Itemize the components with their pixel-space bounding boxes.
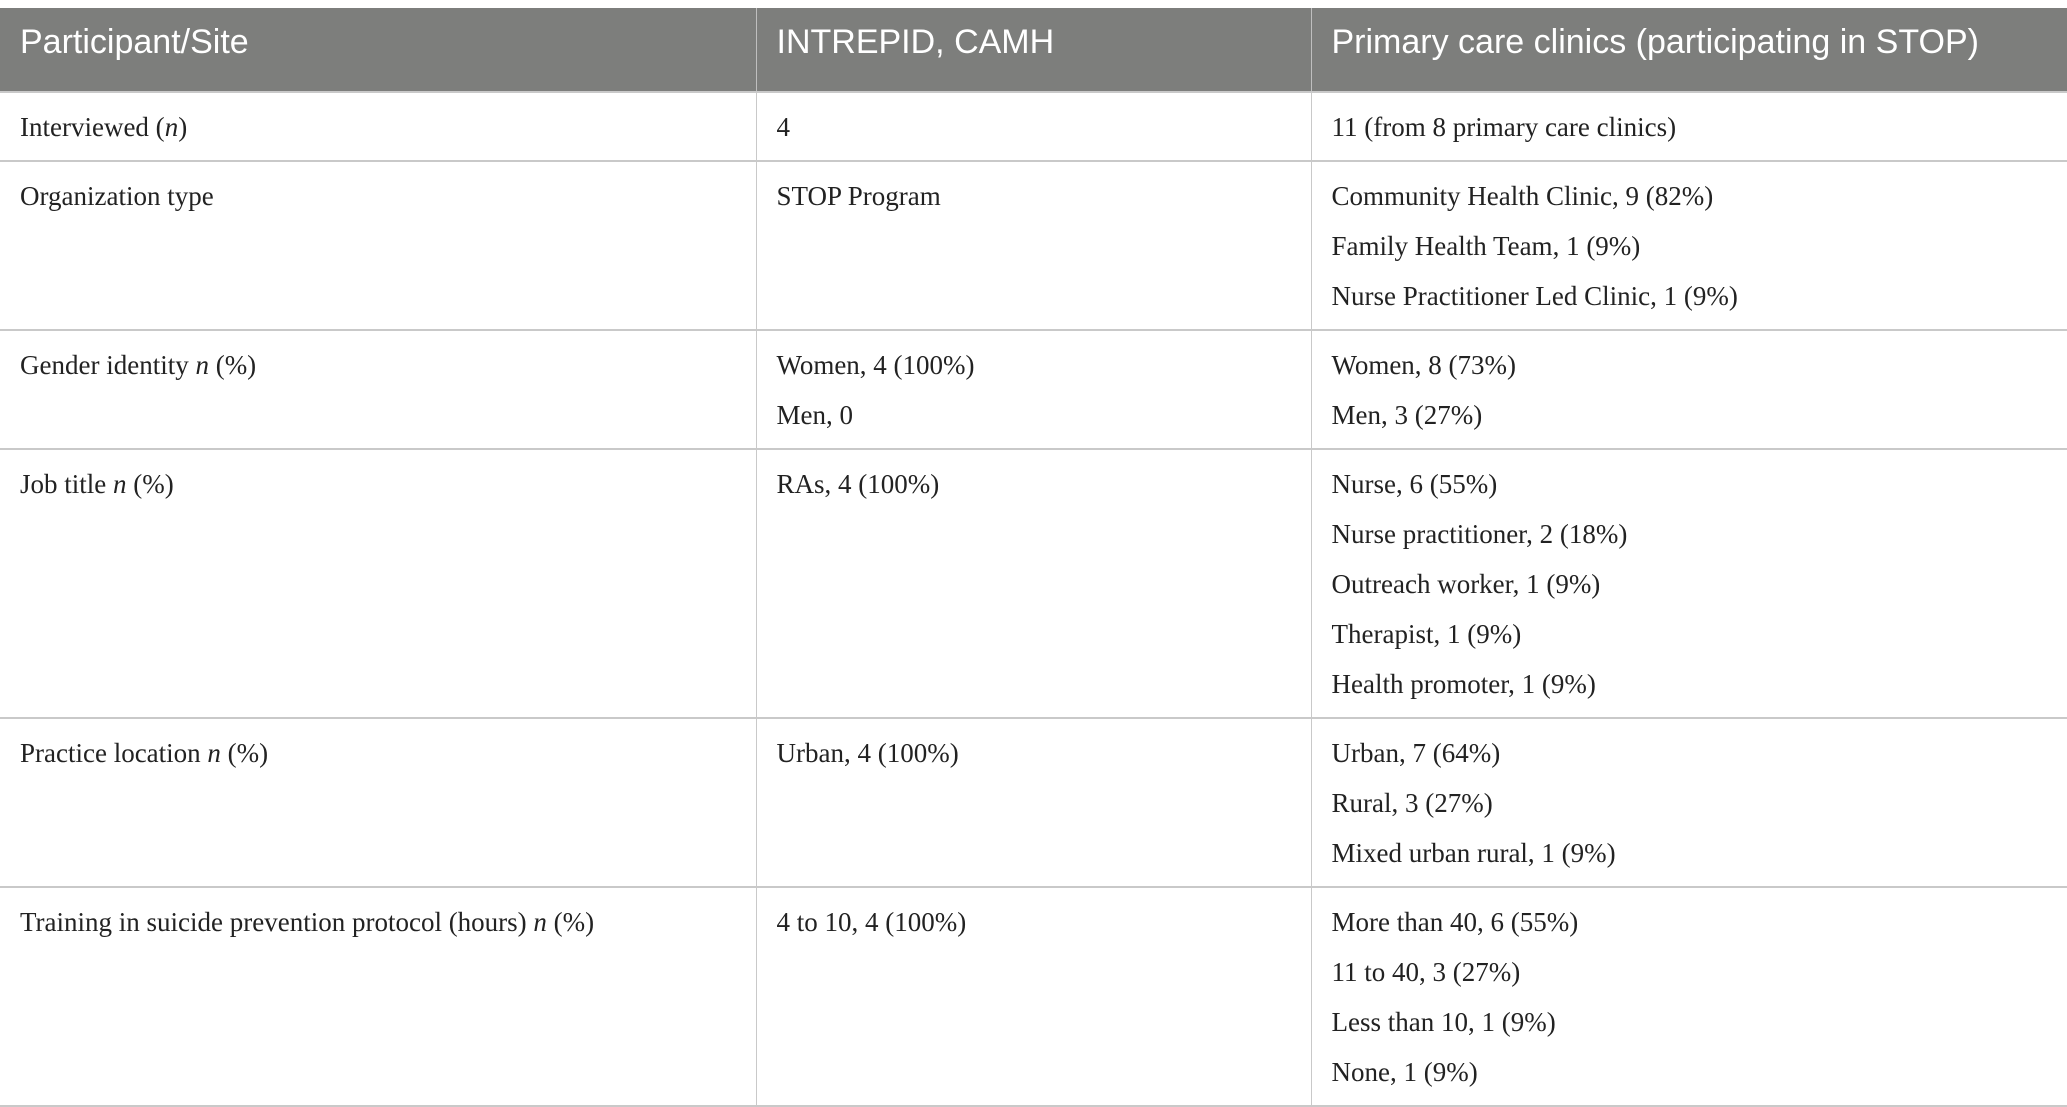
intrepid-value: 4 to 10, 4 (100%): [776, 907, 967, 937]
table-row: [0, 330, 2067, 449]
primary-care-cell: [1311, 449, 2067, 718]
primary-care-value: Urban, 7 (64%): [1331, 738, 1501, 768]
intrepid-value: 4: [776, 112, 790, 142]
primary-care-value: Community Health Clinic, 9 (82%): [1331, 181, 1714, 211]
intrepid-cell: [756, 718, 1311, 887]
primary-care-value: Less than 10, 1 (9%): [1331, 1007, 1556, 1037]
primary-care-cell: [1311, 718, 2067, 887]
intrepid-value: Urban, 4 (100%): [776, 738, 959, 768]
intrepid-value: Men, 0: [776, 400, 853, 430]
row-label-cell: [0, 92, 756, 161]
primary-care-value: Health promoter, 1 (9%): [1331, 669, 1596, 699]
row-label: [20, 171, 736, 221]
header-primary-care-clinics: Primary care clinics (participating in STOP): [1311, 8, 2067, 92]
row-label-cell: [0, 330, 756, 449]
row-label-suffix: (%): [546, 907, 595, 937]
primary-care-cell: [1311, 887, 2067, 1106]
row-label-text: Training in suicide prevention protocol (hours): [20, 907, 534, 937]
row-label-cell: [0, 449, 756, 718]
intrepid-value: Women, 4 (100%): [776, 350, 975, 380]
header-participant-site: Participant/Site: [0, 8, 756, 92]
intrepid-cell: [756, 449, 1311, 718]
primary-care-value: Nurse, 6 (55%): [1331, 469, 1498, 499]
row-label: [20, 102, 736, 152]
intrepid-cell: [756, 887, 1311, 1106]
primary-care-value: Rural, 3 (27%): [1331, 788, 1493, 818]
primary-care-value: Women, 8 (73%): [1331, 350, 1517, 380]
primary-care-value: Nurse Practitioner Led Clinic, 1 (9%): [1331, 281, 1738, 311]
row-label-suffix: (%): [220, 738, 269, 768]
row-label-italic: n: [207, 738, 221, 768]
header-intrepid-camh: INTREPID, CAMH: [756, 8, 1311, 92]
primary-care-value: Outreach worker, 1 (9%): [1331, 569, 1601, 599]
header-row: [0, 8, 2067, 92]
row-label-italic: n: [113, 469, 127, 499]
table-row: [0, 887, 2067, 1106]
primary-care-cell: [1311, 92, 2067, 161]
participant-table: [0, 8, 2067, 1107]
intrepid-value: STOP Program: [776, 181, 941, 211]
row-label-suffix: (%): [208, 350, 257, 380]
row-label-cell: [0, 161, 756, 330]
intrepid-cell: [756, 92, 1311, 161]
primary-care-cell: [1311, 330, 2067, 449]
row-label-suffix: ): [178, 112, 188, 142]
primary-care-value: More than 40, 6 (55%): [1331, 907, 1579, 937]
row-label-text: Practice location: [20, 738, 208, 768]
row-label-italic: n: [533, 907, 547, 937]
row-label: [20, 728, 736, 778]
row-label-suffix: (%): [126, 469, 174, 499]
primary-care-value: Nurse practitioner, 2 (18%): [1331, 519, 1628, 549]
intrepid-cell: [756, 330, 1311, 449]
intrepid-value: RAs, 4 (100%): [776, 469, 940, 499]
primary-care-value: 11 to 40, 3 (27%): [1331, 957, 1521, 987]
row-label-text: Interviewed (: [20, 112, 165, 142]
primary-care-value: None, 1 (9%): [1331, 1057, 1478, 1087]
row-label-cell: [0, 718, 756, 887]
primary-care-value: 11 (from 8 primary care clinics): [1331, 112, 1677, 142]
table-row: [0, 449, 2067, 718]
row-label: [20, 897, 736, 947]
primary-care-cell: [1311, 161, 2067, 330]
table-row: [0, 718, 2067, 887]
row-label-text: Job title: [20, 469, 113, 499]
primary-care-value: Mixed urban rural, 1 (9%): [1331, 838, 1616, 868]
row-label-italic: n: [195, 350, 209, 380]
primary-care-value: Family Health Team, 1 (9%): [1331, 231, 1641, 261]
intrepid-cell: [756, 161, 1311, 330]
table-header: [0, 8, 2067, 92]
table-body: [0, 92, 2067, 1106]
row-label-cell: [0, 887, 756, 1106]
primary-care-value: Therapist, 1 (9%): [1331, 619, 1522, 649]
row-label: [20, 340, 736, 390]
row-label-italic: n: [164, 112, 179, 142]
row-label: [20, 459, 736, 509]
table-row: [0, 92, 2067, 161]
table-row: [0, 161, 2067, 330]
row-label-text: Gender identity: [20, 350, 196, 380]
row-label-text: Organization type: [20, 181, 214, 211]
primary-care-value: Men, 3 (27%): [1331, 400, 1483, 430]
